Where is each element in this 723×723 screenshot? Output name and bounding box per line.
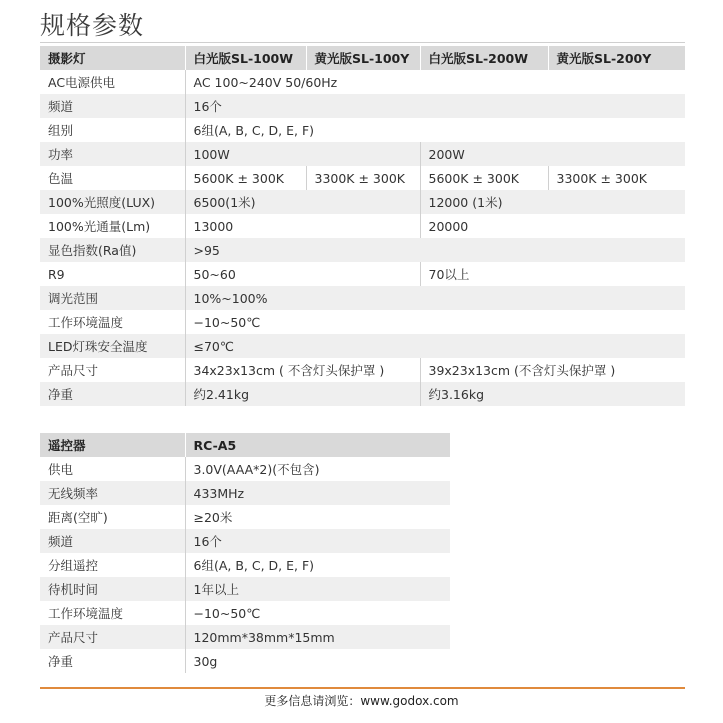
table-row <box>40 142 685 166</box>
row-value: 433MHz <box>185 481 450 505</box>
row-label: 分组遥控 <box>48 558 99 573</box>
row-label: 产品尺寸 <box>48 363 99 378</box>
row-value-200: 200W <box>420 142 685 166</box>
row-value: 6组(A, B, C, D, E, F) <box>185 553 450 577</box>
table-row <box>40 625 450 649</box>
table-row <box>40 529 450 553</box>
header-sl200y: 黄光版SL-200Y <box>548 46 685 70</box>
table-header-row <box>40 46 685 70</box>
header-sl100y: 黄光版SL-100Y <box>306 46 420 70</box>
row-value-100: 约2.41kg <box>185 382 420 406</box>
row-value: 5600K ± 300K <box>420 166 548 190</box>
row-value: 10%~100% <box>185 286 685 310</box>
title-divider <box>40 42 685 43</box>
row-value-200: 20000 <box>420 214 685 238</box>
row-value: >95 <box>185 238 685 262</box>
row-value: −10~50℃ <box>185 601 450 625</box>
row-label: 供电 <box>48 462 74 477</box>
table-row <box>40 94 685 118</box>
header-remote: 遥控器 <box>48 438 86 453</box>
row-value-200: 70以上 <box>420 262 685 286</box>
header-sl100w: 白光版SL-100W <box>185 46 306 70</box>
table-row <box>40 553 450 577</box>
table-row <box>40 166 685 190</box>
header-rca5: RC-A5 <box>185 433 450 457</box>
table-row <box>40 190 685 214</box>
row-value: −10~50℃ <box>185 310 685 334</box>
row-value: 1年以上 <box>185 577 450 601</box>
table-row <box>40 457 450 481</box>
page-title: 规格参数 <box>40 11 145 40</box>
row-value: ≤70℃ <box>185 334 685 358</box>
row-value: 3.0V(AAA*2)(不包含) <box>185 457 450 481</box>
row-label: AC电源供电 <box>48 75 116 90</box>
row-label: 工作环境温度 <box>48 315 124 330</box>
row-value: ≥20米 <box>185 505 450 529</box>
row-value: AC 100~240V 50/60Hz <box>185 70 685 94</box>
row-value: 16个 <box>185 94 685 118</box>
table-row <box>40 481 450 505</box>
row-value-100: 13000 <box>185 214 420 238</box>
row-value: 30g <box>185 649 450 673</box>
row-label: 调光范围 <box>40 286 185 310</box>
row-label: LED灯珠安全温度 <box>40 334 185 358</box>
footer-divider <box>40 687 685 689</box>
table-row <box>40 358 685 382</box>
table-row <box>40 70 685 94</box>
row-label: 频道 <box>40 529 185 553</box>
row-label: 净重 <box>40 382 185 406</box>
table-row <box>40 334 685 358</box>
row-label: 功率 <box>40 142 185 166</box>
footer-text: 更多信息请浏览：www.godox.com <box>264 694 459 708</box>
table-row <box>40 214 685 238</box>
remote-spec-table <box>40 433 450 673</box>
row-value: 120mm*38mm*15mm <box>185 625 450 649</box>
row-value: 16个 <box>185 529 450 553</box>
table-row <box>40 286 685 310</box>
table-row <box>40 649 450 673</box>
row-label: R9 <box>48 266 65 282</box>
row-value: 6组(A, B, C, D, E, F) <box>185 118 685 142</box>
row-label: 距离(空旷) <box>48 510 108 525</box>
row-value-100: 50~60 <box>185 262 420 286</box>
header-sl200w: 白光版SL-200W <box>420 46 548 70</box>
table-row <box>40 310 685 334</box>
row-value: 3300K ± 300K <box>306 166 420 190</box>
table-row <box>40 601 450 625</box>
row-value-200: 12000 (1米) <box>420 190 685 214</box>
header-light: 摄影灯 <box>48 51 86 66</box>
table-row <box>40 118 685 142</box>
row-value-200: 约3.16kg <box>420 382 685 406</box>
row-label: 频道 <box>40 94 185 118</box>
row-value: 3300K ± 300K <box>548 166 685 190</box>
row-value-100: 34x23x13cm ( 不含灯头保护罩 ) <box>185 358 420 382</box>
light-spec-table <box>40 46 685 406</box>
table-row <box>40 577 450 601</box>
table-row <box>40 382 685 406</box>
table-header-row <box>40 433 450 457</box>
row-label: 组别 <box>48 123 74 138</box>
row-label: 工作环境温度 <box>48 606 124 621</box>
row-label: 待机时间 <box>40 577 185 601</box>
row-label: 无线频率 <box>40 481 185 505</box>
table-row <box>40 262 685 286</box>
table-row <box>40 505 450 529</box>
row-value-200: 39x23x13cm (不含灯头保护罩 ) <box>420 358 685 382</box>
row-label: 净重 <box>48 654 74 669</box>
row-label: 产品尺寸 <box>40 625 185 649</box>
row-label: 100%光照度(LUX) <box>40 190 185 214</box>
row-label: 100%光通量(Lm) <box>48 219 151 234</box>
row-value-100: 6500(1米) <box>185 190 420 214</box>
row-value-100: 100W <box>185 142 420 166</box>
row-label: 显色指数(Ra值) <box>40 238 185 262</box>
table-row <box>40 238 685 262</box>
row-label: 色温 <box>48 171 74 186</box>
row-value: 5600K ± 300K <box>185 166 306 190</box>
